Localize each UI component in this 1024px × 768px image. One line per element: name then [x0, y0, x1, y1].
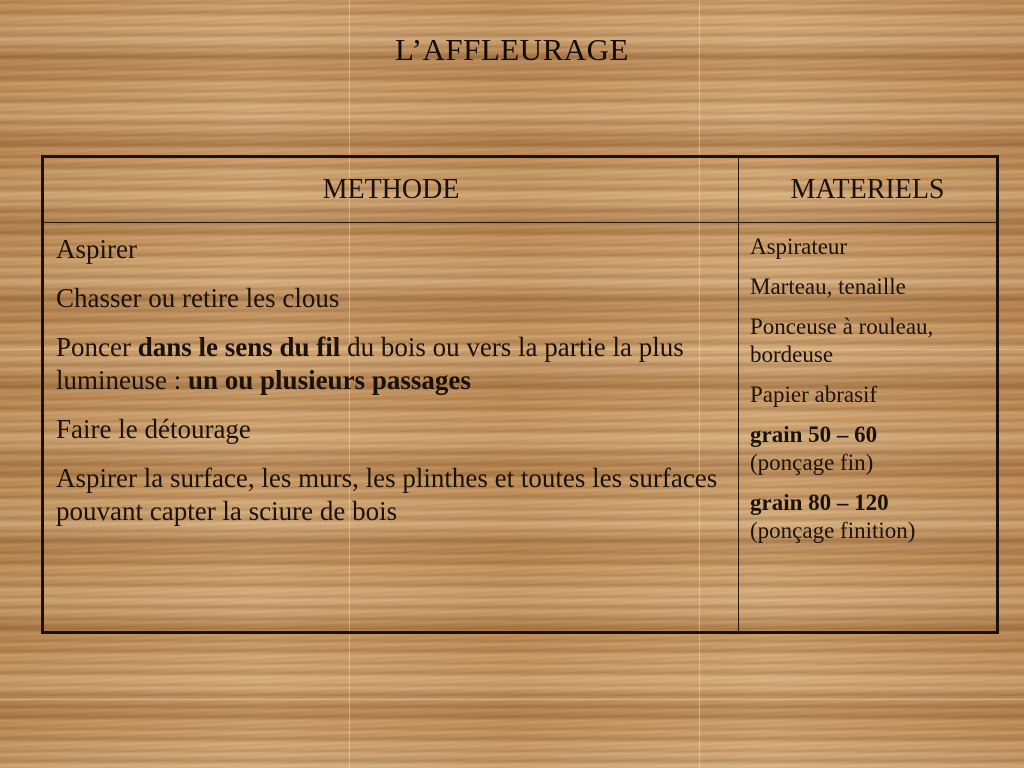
- item-grain-80-120: [750, 489, 988, 545]
- item-grain-50-60: [750, 421, 988, 477]
- poncer-middle: du bois ou vers la partie la plus lumineuse :: [56, 332, 684, 395]
- item-papier-abrasif: Papier abrasif: [750, 382, 878, 407]
- grain-50-60-note: (ponçage fin): [750, 450, 874, 475]
- tile-seam: [0, 699, 1024, 700]
- step-aspirer-surface: Aspirer la surface, les murs, les plinthes et toutes les surfaces pouvant capter la sciure de bois: [56, 463, 718, 526]
- header-materiels: MATERIELS: [739, 157, 998, 223]
- item-ponceuse: Ponceuse à rouleau, bordeuse: [750, 314, 934, 367]
- poncer-bold-passages: un ou plusieurs passages: [187, 365, 471, 395]
- affleurage-table: [41, 155, 999, 634]
- step-chasser-clous: Chasser ou retire les clous: [56, 283, 340, 313]
- step-detourage: Faire le détourage: [56, 414, 251, 444]
- item-aspirateur: Aspirateur: [750, 234, 848, 259]
- step-poncer: [56, 331, 728, 397]
- grain-80-120-note: (ponçage finition): [750, 518, 916, 543]
- grain-50-60-label: grain 50 – 60: [750, 422, 878, 447]
- item-marteau: Marteau, tenaille: [750, 274, 906, 299]
- page-title: L’AFFLEURAGE: [395, 32, 629, 67]
- methode-cell: [43, 223, 739, 633]
- materiels-cell: [739, 223, 998, 633]
- step-aspirer: Aspirer: [56, 234, 137, 264]
- poncer-bold-sens-du-fil: dans le sens du fil: [137, 332, 341, 362]
- poncer-prefix: Poncer: [56, 332, 138, 362]
- grain-80-120-label: grain 80 – 120: [750, 490, 889, 515]
- table-row: [43, 223, 998, 633]
- header-row: [43, 157, 998, 223]
- header-methode: METHODE: [43, 157, 739, 223]
